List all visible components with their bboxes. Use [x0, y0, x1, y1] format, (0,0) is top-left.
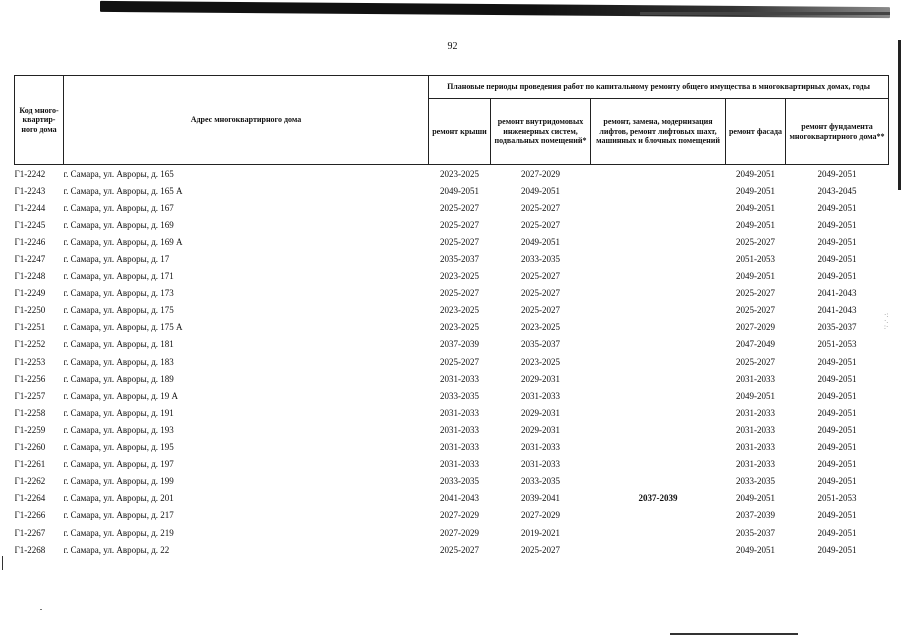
row-foundation: 2049-2051	[817, 202, 857, 213]
table-row	[15, 199, 889, 216]
row-code: Г1-2268	[14, 544, 46, 555]
table-row	[15, 319, 889, 336]
row-address: г. Самара, ул. Авроры, д. 197	[63, 459, 174, 470]
row-roof: 2035-2037	[440, 254, 479, 265]
table-row	[15, 541, 889, 558]
row-code: Г1-2245	[14, 219, 46, 230]
row-elevators	[591, 421, 726, 438]
row-address: г. Самара, ул. Авроры, д. 165	[63, 168, 174, 179]
row-facade: 2031-2033	[736, 424, 775, 435]
row-roof: 2027-2029	[440, 510, 479, 521]
row-roof: 2023-2025	[440, 322, 479, 333]
row-code: Г1-2266	[14, 510, 46, 521]
row-foundation: 2041-2043	[817, 305, 857, 316]
row-engineering: 2025-2027	[521, 219, 560, 230]
row-address: г. Самара, ул. Авроры, д. 169 А	[63, 236, 183, 247]
row-engineering: 2049-2051	[521, 236, 560, 247]
row-roof: 2027-2029	[440, 527, 479, 538]
row-address: г. Самара, ул. Авроры, д. 199	[63, 476, 174, 487]
row-elevators	[591, 387, 726, 404]
row-foundation: 2049-2051	[817, 373, 857, 384]
row-engineering: 2025-2027	[521, 202, 560, 213]
row-roof: 2031-2033	[440, 459, 479, 470]
row-engineering: 2033-2035	[521, 476, 560, 487]
row-elevators	[591, 473, 726, 490]
row-roof: 2025-2027	[440, 356, 479, 367]
row-foundation: 2049-2051	[817, 459, 857, 470]
table-row	[15, 421, 889, 438]
row-roof: 2041-2043	[440, 493, 479, 504]
row-code: Г1-2256	[14, 373, 46, 384]
row-address: г. Самара, ул. Авроры, д. 217	[63, 510, 174, 521]
table-row	[15, 524, 889, 541]
row-roof: 2033-2035	[440, 476, 479, 487]
row-code: Г1-2250	[14, 305, 46, 316]
row-elevators	[591, 524, 726, 541]
row-address: г. Самара, ул. Авроры, д. 169	[63, 219, 174, 230]
row-code: Г1-2251	[14, 322, 46, 333]
row-address: г. Самара, ул. Авроры, д. 191	[63, 407, 174, 418]
header-code: Код много-квартир-ного дома	[15, 76, 64, 165]
page-number: 92	[447, 41, 458, 52]
row-facade: 2031-2033	[736, 407, 775, 418]
row-elevators	[591, 302, 726, 319]
table-row	[15, 353, 889, 370]
scan-artifact-top-bar	[100, 1, 890, 18]
row-elevators	[591, 507, 726, 524]
row-code: Г1-2246	[14, 236, 46, 247]
row-facade: 2049-2051	[736, 202, 775, 213]
row-elevators	[591, 404, 726, 421]
table-row	[15, 302, 889, 319]
row-elevators	[591, 353, 726, 370]
row-elevators	[591, 336, 726, 353]
table-row	[15, 507, 889, 524]
row-foundation: 2049-2051	[817, 356, 857, 367]
row-address: г. Самара, ул. Авроры, д. 22	[63, 544, 170, 555]
row-foundation: 2049-2051	[817, 254, 857, 265]
scan-artifact-specks: ·: ·. :·	[884, 311, 889, 331]
row-engineering: 2049-2051	[521, 185, 560, 196]
row-facade: 2025-2027	[736, 305, 775, 316]
row-code: Г1-2248	[14, 271, 46, 282]
table-row	[15, 233, 889, 250]
row-roof: 2025-2027	[440, 544, 479, 555]
row-engineering: 2025-2027	[521, 288, 560, 299]
row-code: Г1-2260	[14, 442, 46, 453]
row-code: Г1-2247	[14, 254, 46, 265]
row-elevators	[591, 233, 726, 250]
row-engineering: 2025-2027	[521, 544, 560, 555]
row-engineering: 2027-2029	[521, 168, 560, 179]
row-facade: 2025-2027	[736, 288, 775, 299]
row-address: г. Самара, ул. Авроры, д. 17	[63, 254, 170, 265]
row-facade: 2049-2051	[736, 271, 775, 282]
row-roof: 2049-2051	[440, 185, 479, 196]
row-engineering: 2025-2027	[521, 305, 560, 316]
scan-artifact-thin-bar	[640, 12, 890, 15]
row-elevators: 2037-2039	[638, 493, 678, 504]
row-facade: 2031-2033	[736, 459, 775, 470]
row-roof: 2025-2027	[440, 236, 479, 247]
row-facade: 2049-2051	[736, 493, 775, 504]
row-code: Г1-2258	[14, 407, 46, 418]
row-roof: 2031-2033	[440, 407, 479, 418]
row-code: Г1-2257	[14, 390, 46, 401]
row-engineering: 2029-2031	[521, 424, 560, 435]
row-facade: 2035-2037	[736, 527, 775, 538]
row-roof: 2037-2039	[440, 339, 479, 350]
row-elevators	[591, 439, 726, 456]
row-foundation: 2041-2043	[817, 288, 857, 299]
row-foundation: 2049-2051	[817, 390, 857, 401]
row-facade: 2031-2033	[736, 373, 775, 384]
row-address: г. Самара, ул. Авроры, д. 195	[63, 442, 174, 453]
row-engineering: 2027-2029	[521, 510, 560, 521]
row-address: г. Самара, ул. Авроры, д. 193	[63, 424, 174, 435]
row-foundation: 2049-2051	[817, 544, 857, 555]
row-facade: 2049-2051	[736, 219, 775, 230]
row-address: г. Самара, ул. Авроры, д. 175	[63, 305, 174, 316]
row-address: г. Самара, ул. Авроры, д. 181	[63, 339, 174, 350]
row-foundation: 2051-2053	[817, 493, 857, 504]
row-facade: 2049-2051	[736, 168, 775, 179]
row-roof: 2025-2027	[440, 288, 479, 299]
table-row	[15, 250, 889, 267]
row-address: г. Самара, ул. Авроры, д. 201	[63, 493, 174, 504]
row-roof: 2025-2027	[440, 219, 479, 230]
row-code: Г1-2261	[14, 459, 46, 470]
row-foundation: 2049-2051	[817, 476, 857, 487]
row-engineering: 2023-2025	[521, 322, 560, 333]
row-roof: 2031-2033	[440, 373, 479, 384]
row-address: г. Самара, ул. Авроры, д. 19 А	[63, 390, 179, 401]
scan-artifact-left-mark	[2, 556, 3, 570]
scan-artifact-right-edge	[898, 40, 901, 190]
row-code: Г1-2267	[14, 527, 46, 538]
row-address: г. Самара, ул. Авроры, д. 167	[63, 202, 174, 213]
table-row	[15, 165, 889, 183]
row-facade: 2049-2051	[736, 390, 775, 401]
row-elevators	[591, 319, 726, 336]
header-engineering: ремонт внутридомовых инженерных систем, подвальных помещений*	[491, 99, 591, 165]
row-facade: 2049-2051	[736, 185, 775, 196]
row-roof: 2031-2033	[440, 424, 479, 435]
row-foundation: 2049-2051	[817, 442, 857, 453]
row-facade: 2051-2053	[736, 254, 775, 265]
row-roof: 2025-2027	[440, 202, 479, 213]
row-roof: 2033-2035	[440, 390, 479, 401]
table-row	[15, 336, 889, 353]
row-roof: 2023-2025	[440, 168, 479, 179]
row-elevators	[591, 285, 726, 302]
row-address: г. Самара, ул. Авроры, д. 175 А	[63, 322, 183, 333]
row-elevators	[591, 370, 726, 387]
row-address: г. Самара, ул. Авроры, д. 183	[63, 356, 174, 367]
table-row	[15, 370, 889, 387]
row-code: Г1-2253	[14, 356, 46, 367]
row-engineering: 2039-2041	[521, 493, 560, 504]
row-facade: 2025-2027	[736, 356, 775, 367]
table-row	[15, 490, 889, 507]
table-row	[15, 456, 889, 473]
row-engineering: 2035-2037	[521, 339, 560, 350]
row-foundation: 2049-2051	[817, 236, 857, 247]
table-row	[15, 182, 889, 199]
row-address: г. Самара, ул. Авроры, д. 219	[63, 527, 174, 538]
table-row	[15, 404, 889, 421]
row-elevators	[591, 199, 726, 216]
row-elevators	[591, 456, 726, 473]
row-engineering: 2023-2025	[521, 356, 560, 367]
row-foundation: 2051-2053	[817, 339, 857, 350]
row-engineering: 2031-2033	[521, 442, 560, 453]
row-foundation: 2035-2037	[817, 322, 857, 333]
row-code: Г1-2243	[14, 185, 46, 196]
row-engineering: 2031-2033	[521, 459, 560, 470]
header-address: Адрес многоквартирного дома	[64, 76, 429, 165]
header-elevators: ремонт, замена, модернизация лифтов, ремонт лифтовых шахт, машинных и блочных помещений	[591, 99, 726, 165]
row-engineering: 2031-2033	[521, 390, 560, 401]
row-foundation: 2049-2051	[817, 271, 857, 282]
row-elevators	[591, 182, 726, 199]
row-code: Г1-2242	[14, 168, 46, 179]
row-code: Г1-2262	[14, 476, 46, 487]
row-engineering: 2019-2021	[521, 527, 560, 538]
row-foundation: 2049-2051	[817, 219, 857, 230]
row-engineering: 2029-2031	[521, 373, 560, 384]
scan-artifact-bottom-line	[670, 633, 798, 635]
row-foundation: 2049-2051	[817, 510, 857, 521]
row-code: Г1-2264	[14, 493, 46, 504]
header-facade: ремонт фасада	[726, 99, 786, 165]
row-code: Г1-2244	[14, 202, 46, 213]
table-row	[15, 387, 889, 404]
table-row	[15, 216, 889, 233]
row-foundation: 2049-2051	[817, 407, 857, 418]
row-facade: 2025-2027	[736, 236, 775, 247]
row-facade: 2037-2039	[736, 510, 775, 521]
row-engineering: 2025-2027	[521, 271, 560, 282]
row-foundation: 2049-2051	[817, 527, 857, 538]
row-address: г. Самара, ул. Авроры, д. 171	[63, 271, 174, 282]
row-facade: 2047-2049	[736, 339, 775, 350]
row-address: г. Самара, ул. Авроры, д. 165 А	[63, 185, 183, 196]
row-foundation: 2049-2051	[817, 168, 857, 179]
row-facade: 2033-2035	[736, 476, 775, 487]
table-row	[15, 473, 889, 490]
row-roof: 2031-2033	[440, 442, 479, 453]
scan-artifact-dot	[40, 609, 42, 610]
row-code: Г1-2252	[14, 339, 46, 350]
row-roof: 2023-2025	[440, 271, 479, 282]
row-foundation: 2049-2051	[817, 424, 857, 435]
row-engineering: 2029-2031	[521, 407, 560, 418]
table-row	[15, 439, 889, 456]
table-row	[15, 268, 889, 285]
row-facade: 2027-2029	[736, 322, 775, 333]
row-facade: 2049-2051	[736, 544, 775, 555]
table-row	[15, 285, 889, 302]
row-roof: 2023-2025	[440, 305, 479, 316]
row-engineering: 2033-2035	[521, 254, 560, 265]
row-address: г. Самара, ул. Авроры, д. 189	[63, 373, 174, 384]
row-facade: 2031-2033	[736, 442, 775, 453]
row-elevators	[591, 268, 726, 285]
row-foundation: 2043-2045	[817, 185, 857, 196]
header-foundation: ремонт фундамента многоквартирного дома**	[786, 99, 889, 165]
capital-repair-schedule-table	[14, 75, 889, 558]
row-code: Г1-2249	[14, 288, 46, 299]
row-elevators	[591, 216, 726, 233]
row-elevators	[591, 165, 726, 183]
row-elevators	[591, 250, 726, 267]
row-address: г. Самара, ул. Авроры, д. 173	[63, 288, 174, 299]
row-code: Г1-2259	[14, 424, 46, 435]
row-elevators	[591, 541, 726, 558]
header-periods-group: Плановые периоды проведения работ по капитальному ремонту общего имущества в многоквартирных домах, годы	[429, 76, 889, 99]
header-roof: ремонт крыши	[429, 99, 491, 165]
